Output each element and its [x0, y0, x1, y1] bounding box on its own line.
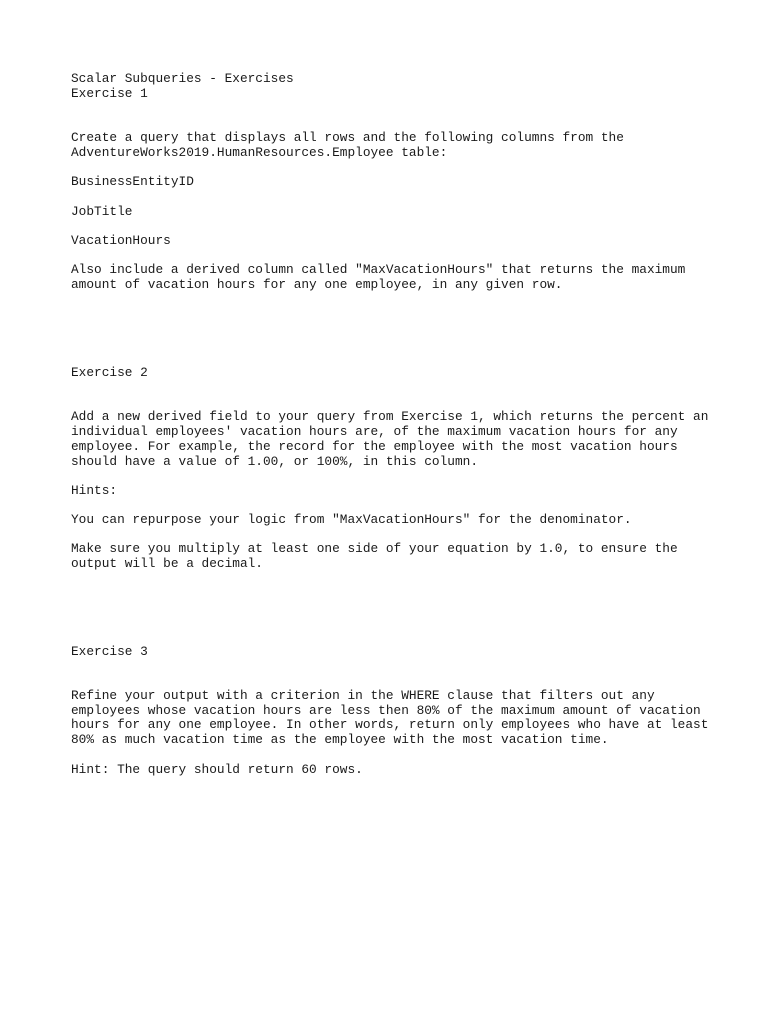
column-vacation-hours: VacationHours [71, 233, 171, 248]
exercise-2-heading: Exercise 2 [71, 365, 148, 380]
exercise-1-also-line-1: Also include a derived column called "MaxVacationHours" that returns the maximum [71, 262, 686, 277]
exercise-2-body-line-4: should have a value of 1.00, or 100%, in this column. [71, 454, 479, 469]
column-business-entity-id: BusinessEntityID [71, 174, 194, 189]
exercise-1-intro-line-1: Create a query that displays all rows and the following columns from the [71, 130, 624, 145]
exercise-3-hint: Hint: The query should return 60 rows. [71, 762, 363, 777]
exercise-2-body-line-3: employee. For example, the record for the employee with the most vacation hours [71, 439, 678, 454]
exercise-2-hint-1: You can repurpose your logic from "MaxVacationHours" for the denominator. [71, 512, 632, 527]
document-title: Scalar Subqueries - Exercises [71, 71, 294, 86]
exercise-1-intro-line-2: AdventureWorks2019.HumanResources.Employee table: [71, 145, 448, 160]
exercise-3-body-line-1: Refine your output with a criterion in the WHERE clause that filters out any [71, 688, 655, 703]
exercise-2-body-line-1: Add a new derived field to your query from Exercise 1, which returns the percent an [71, 409, 709, 424]
exercise-3-body-line-4: 80% as much vacation time as the employee with the most vacation time. [71, 732, 609, 747]
exercise-1-also-line-2: amount of vacation hours for any one employee, in any given row. [71, 277, 563, 292]
exercise-1-heading: Exercise 1 [71, 86, 148, 101]
exercise-3-body-line-3: hours for any one employee. In other words, return only employees who have at least [71, 717, 709, 732]
exercise-3-heading: Exercise 3 [71, 644, 148, 659]
column-job-title: JobTitle [71, 204, 133, 219]
exercise-2-hint-2-line-2: output will be a decimal. [71, 556, 263, 571]
exercise-3-body-line-2: employees whose vacation hours are less then 80% of the maximum amount of vacation [71, 703, 701, 718]
exercise-2-hints-label: Hints: [71, 483, 118, 498]
exercise-2-body-line-2: individual employees' vacation hours are, of the maximum vacation hours for any [71, 424, 678, 439]
exercise-2-hint-2-line-1: Make sure you multiply at least one side of your equation by 1.0, to ensure the [71, 541, 678, 556]
